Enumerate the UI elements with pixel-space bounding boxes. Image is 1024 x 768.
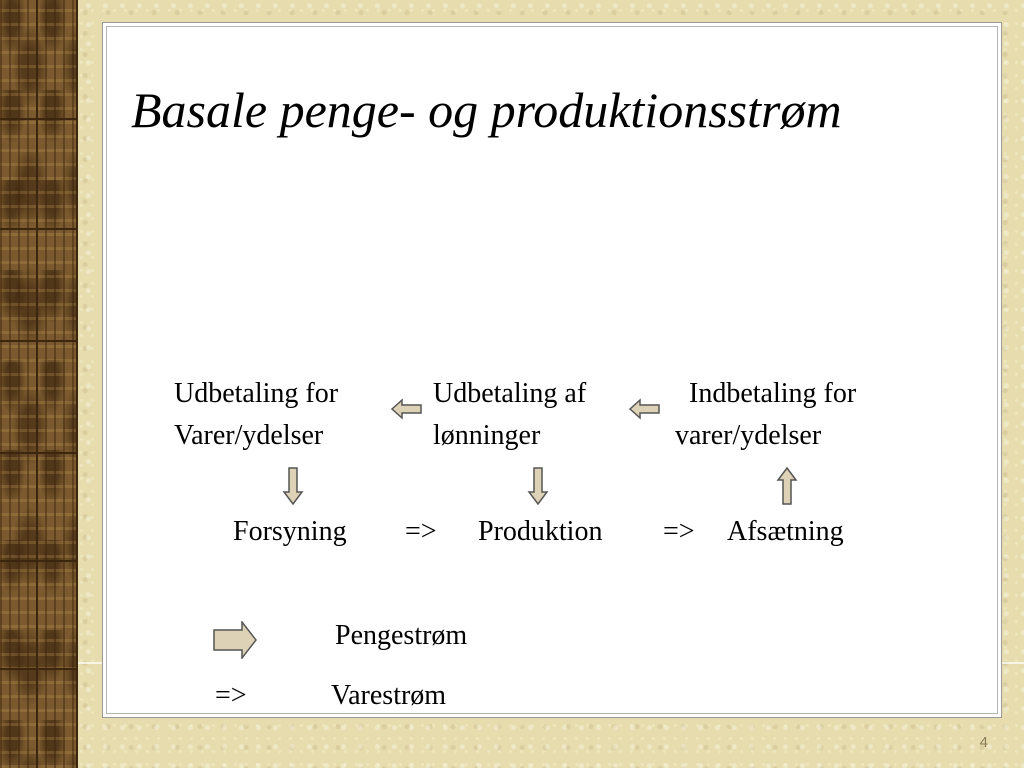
arrow-down-icon xyxy=(527,467,549,505)
stage-production: Produktion xyxy=(478,516,603,547)
slide-title: Basale penge- og produktionsstrøm xyxy=(131,82,842,138)
wood-rule xyxy=(0,228,78,230)
wood-line xyxy=(36,0,38,768)
arrow-left-icon xyxy=(391,398,423,420)
page-number: 4 xyxy=(979,734,988,751)
label-payment-goods-sub: Varer/ydelser xyxy=(174,420,324,451)
label-receipt-goods: Indbetaling for xyxy=(689,378,857,409)
label-payment-wages: Udbetaling af xyxy=(433,378,587,409)
wood-rule xyxy=(0,340,78,342)
arrow-left-icon xyxy=(629,398,661,420)
flow-arrow: => xyxy=(663,516,695,547)
legend-money-flow: Pengestrøm xyxy=(335,620,468,651)
slide-content xyxy=(102,22,1002,718)
legend-goods-symbol: => xyxy=(215,680,247,711)
arrow-up-icon xyxy=(776,467,798,505)
stage-sales: Afsætning xyxy=(727,516,844,547)
arrow-down-icon xyxy=(282,467,304,505)
legend-goods-flow: Varestrøm xyxy=(331,680,447,711)
wood-line xyxy=(76,0,78,768)
arrow-right-legend-icon xyxy=(212,621,258,659)
wood-rule xyxy=(0,118,78,120)
wood-border-decoration xyxy=(0,0,78,768)
label-payment-wages-sub: lønninger xyxy=(433,420,541,451)
wood-rule xyxy=(0,560,78,562)
stage-supply: Forsyning xyxy=(233,516,347,547)
flow-arrow: => xyxy=(405,516,437,547)
label-payment-goods: Udbetaling for xyxy=(174,378,339,409)
wood-rule xyxy=(0,452,78,454)
label-receipt-goods-sub: varer/ydelser xyxy=(675,420,822,451)
wood-rule xyxy=(0,668,78,670)
